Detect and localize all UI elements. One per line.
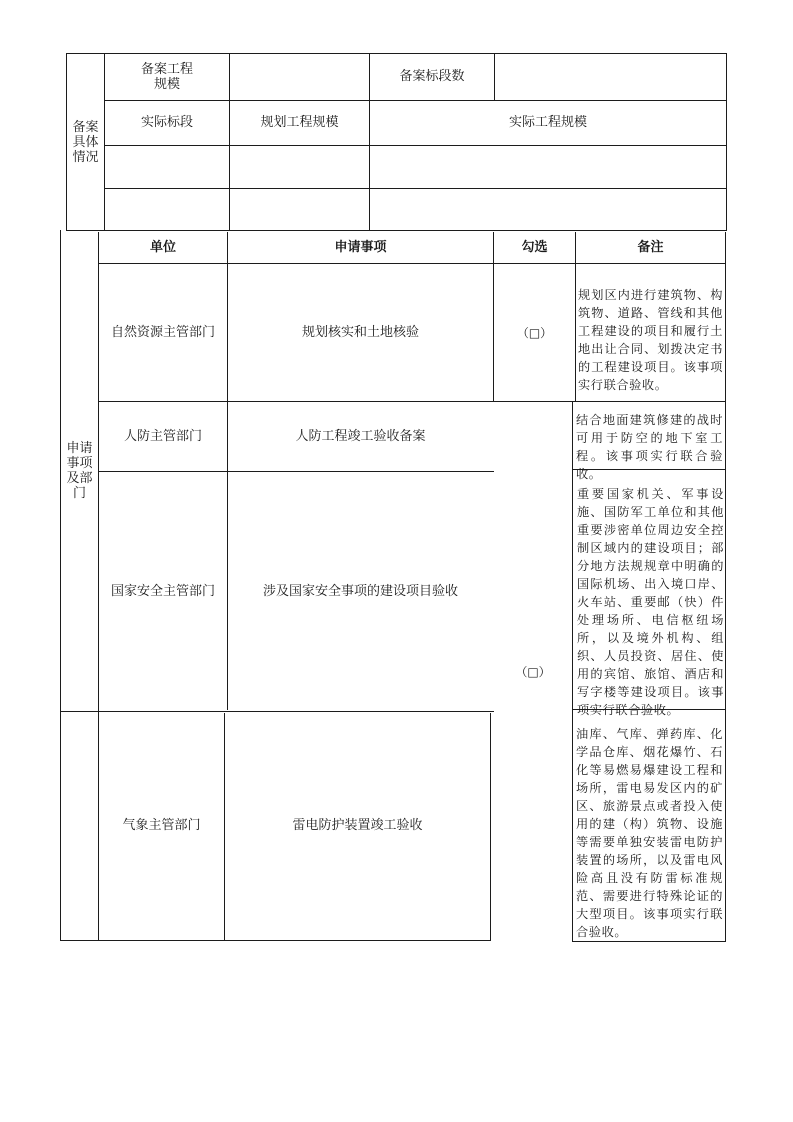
item-lightning-protection-acceptance: 雷电防护装置竣工验收 — [292, 818, 423, 833]
item-civil-air-defense-filing: 人防工程竣工验收备案 — [295, 428, 426, 444]
filed-scale-value[interactable] — [230, 54, 369, 100]
unit-natural-resources: 自然资源主管部门 — [110, 324, 215, 340]
planned-scale-field[interactable] — [230, 189, 369, 230]
unit-column-header: 单位 — [149, 239, 176, 255]
application-items-side-label: 申请 事项 及部 门 — [66, 441, 93, 501]
planned-scale-header: 规划工程规模 — [260, 115, 339, 130]
check-column-header: 勾选 — [521, 239, 548, 255]
actual-section-field[interactable] — [105, 146, 229, 188]
rule — [490, 713, 491, 941]
item-column-header: 申请事项 — [334, 239, 387, 255]
rule — [60, 940, 491, 941]
actual-section-header: 实际标段 — [140, 115, 193, 130]
remark-civil-air-defense: 结合地面建筑修建的战时可用于防空的地下室工程。该事项实行联合验收。 — [576, 413, 723, 481]
unit-civil-air-defense: 人防主管部门 — [123, 428, 202, 444]
filed-scale-label: 备案工程 规模 — [140, 62, 193, 92]
remark-meteorology: 油库、气库、弹药库、化学品仓库、烟花爆竹、石化等易燃易爆建设工程和场所，雷电易发区内的矿区、旅游景点或者投入使用的建（构）筑物、设施等需要单独安装雷电防护装置的场所，以及雷电风险高且没有防雷标准规范、需要进行特殊论证的大型项目。该事项实行联合验收。 — [576, 727, 723, 939]
rule — [572, 402, 573, 942]
actual-scale-field[interactable] — [370, 189, 726, 230]
section-count-value[interactable] — [495, 54, 726, 100]
remark-national-security: 重要国家机关、军事设施、国防军工单位和其他重要涉密单位周边安全控制区域内的建设项目；部分地方法规规章中明确的国际机场、出入境口岸、火车站、重要邮（快）件处理场所、电信枢纽场所，以及境外机构、组织、人员投资、居住、使用的宾馆、旅馆、酒店和写字楼等建设项目。该事项实行联合验收。 — [577, 487, 724, 717]
filing-details-side-label: 备案 具体 情况 — [72, 119, 99, 165]
checkbox-merged-rows[interactable]: （□） — [515, 664, 551, 679]
rule — [66, 230, 727, 231]
checkbox-planning-land-verification[interactable]: （□） — [516, 325, 553, 340]
actual-scale-field[interactable] — [370, 146, 726, 188]
remark-natural-resources: 规划区内进行建筑物、构筑物、道路、管线和其他工程建设的项目和履行土地出让合同、划拨决定书的工程建设项目。该事项实行联合验收。 — [578, 288, 723, 392]
item-national-security-acceptance: 涉及国家安全事项的建设项目验收 — [262, 583, 458, 599]
unit-meteorology: 气象主管部门 — [122, 818, 201, 833]
rule — [572, 941, 726, 942]
actual-section-field[interactable] — [105, 189, 229, 230]
actual-scale-header: 实际工程规模 — [508, 115, 587, 130]
unit-national-security: 国家安全主管部门 — [110, 583, 215, 599]
rule — [725, 232, 726, 942]
item-planning-land-verification: 规划核实和土地核验 — [301, 324, 419, 340]
rule — [726, 53, 727, 231]
section-count-label: 备案标段数 — [399, 69, 465, 84]
planned-scale-field[interactable] — [230, 146, 369, 188]
side-label-blank — [61, 712, 98, 940]
remark-column-header: 备注 — [637, 239, 664, 255]
